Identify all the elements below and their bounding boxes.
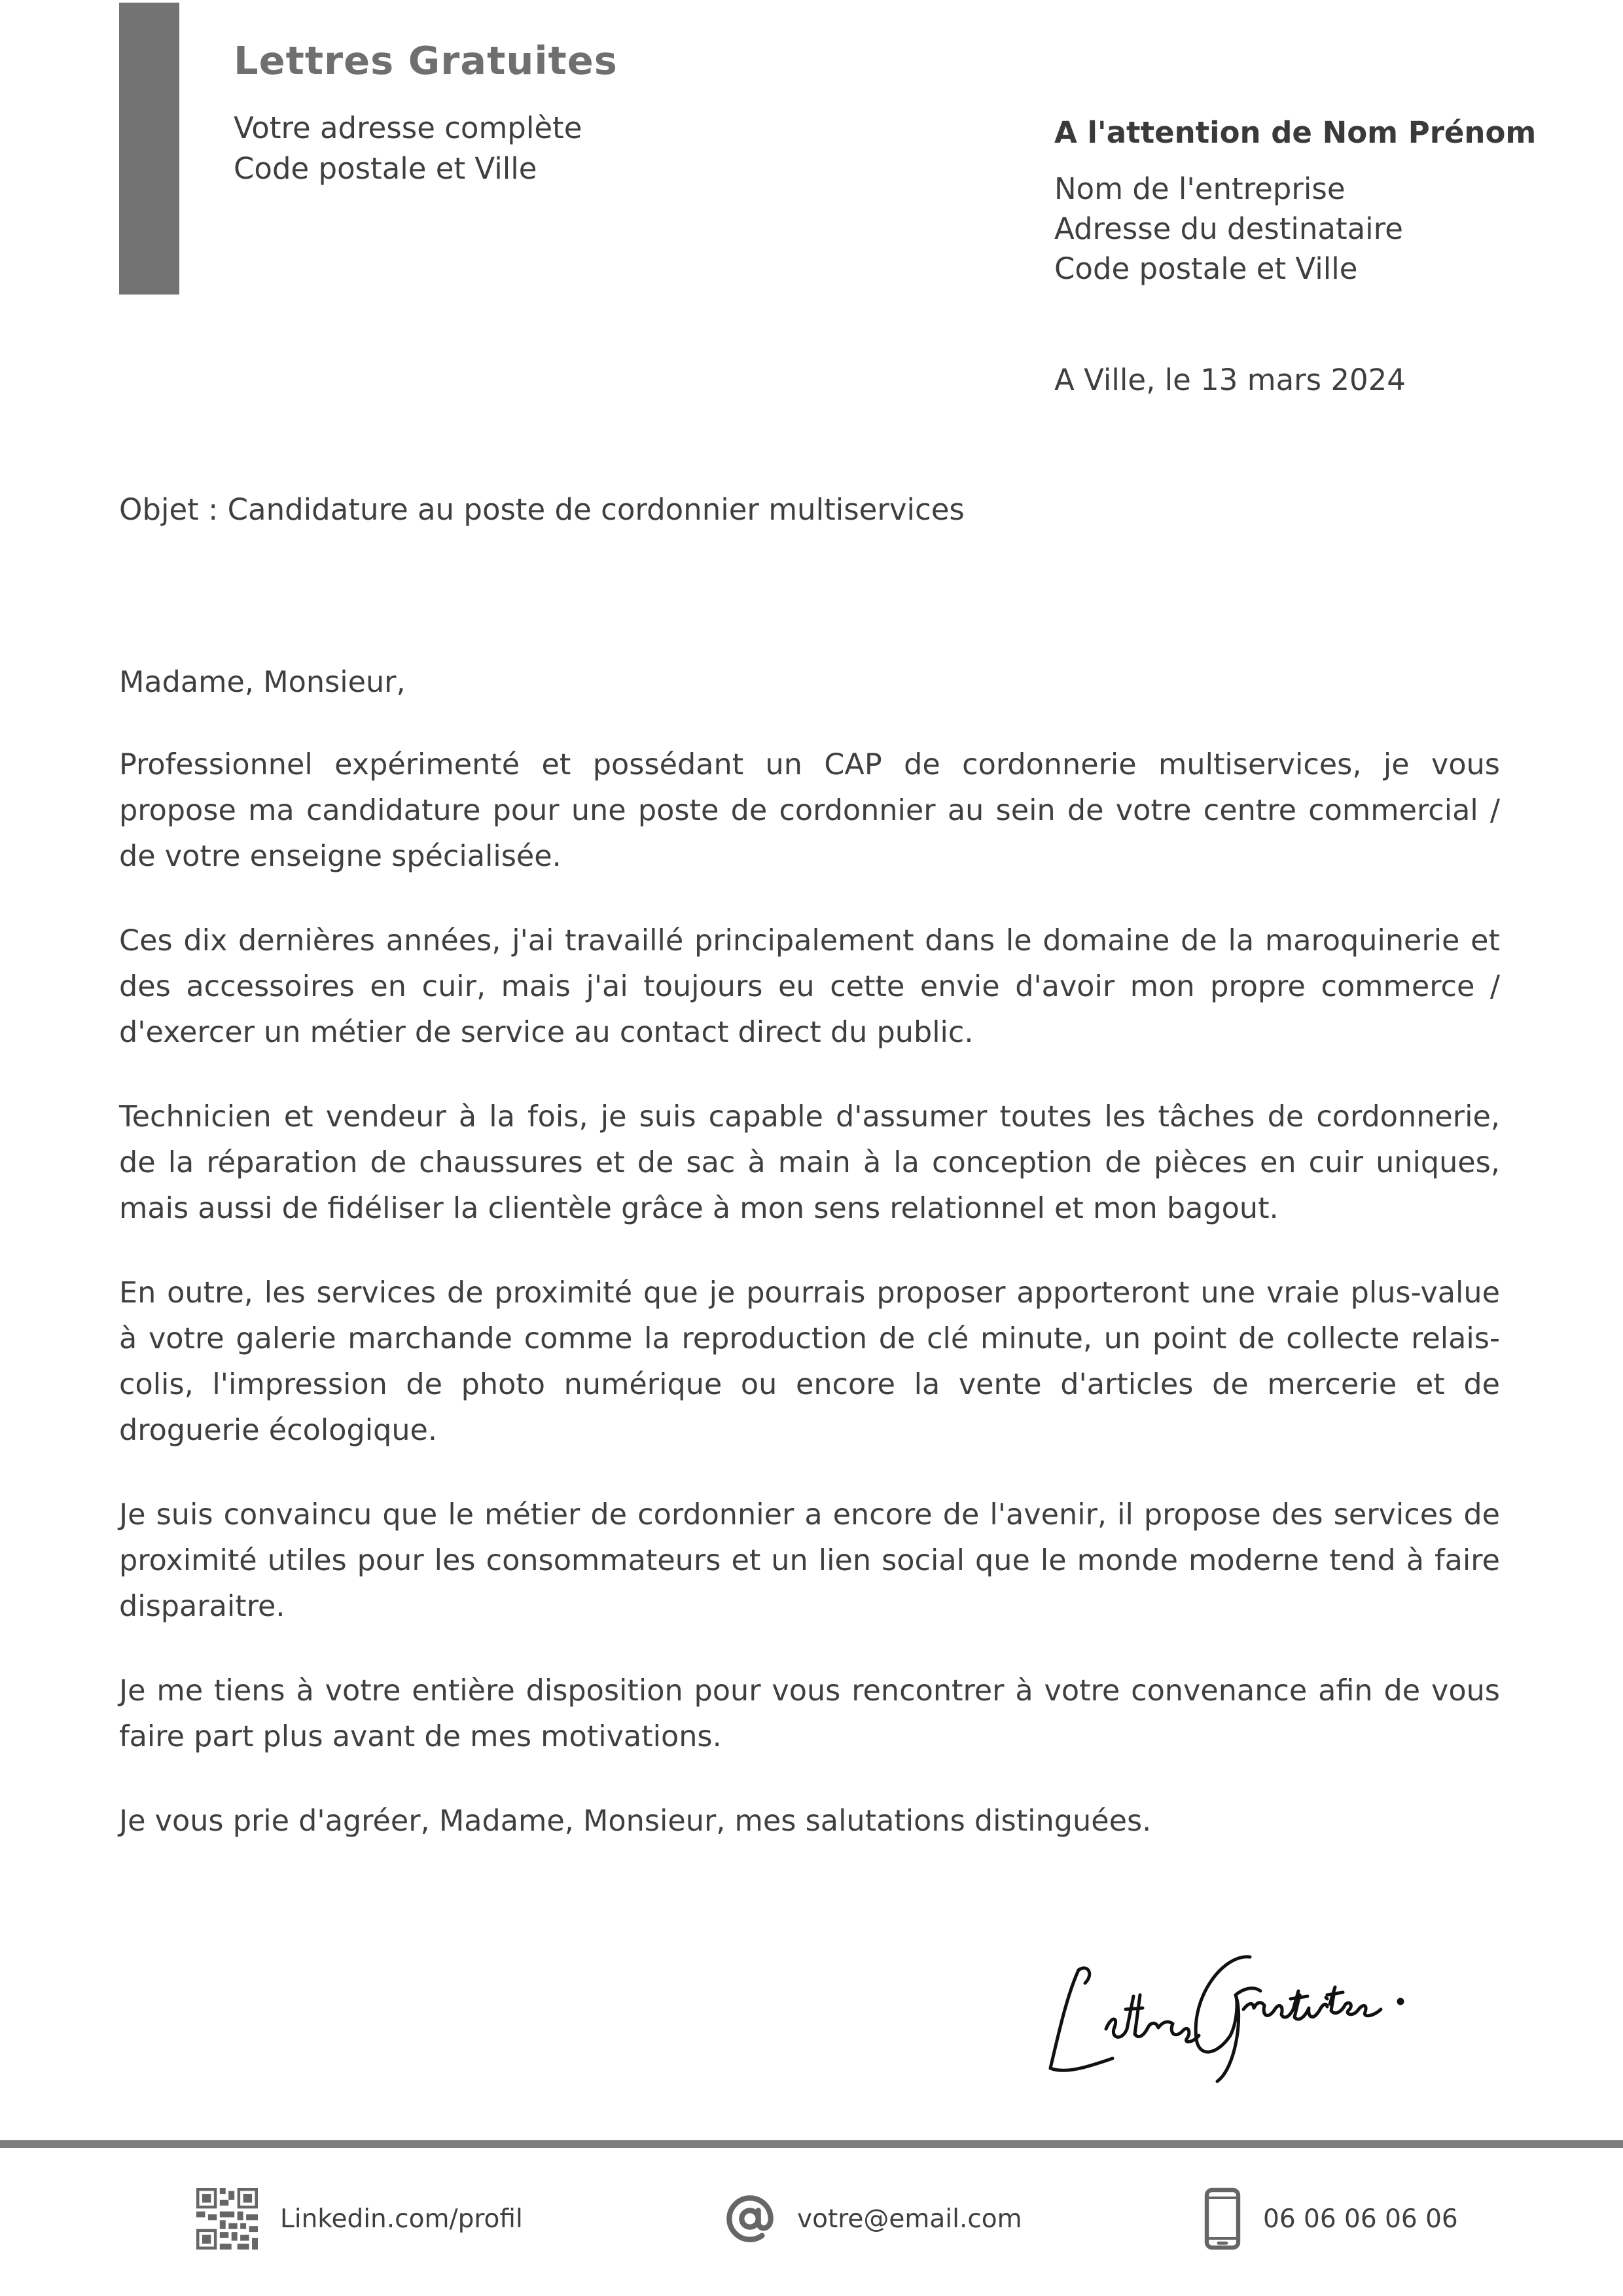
recipient-address: Adresse du destinataire bbox=[1054, 211, 1403, 246]
sender-address bbox=[234, 108, 582, 189]
letter-body bbox=[119, 660, 1500, 1883]
letter-paragraph: Professionnel expérimenté et possédant un CAP de cordonnerie multiservices, je vous propose ma candidature pour une poste de cordonnier au sein de votre centre commercial / de votre enseigne spécialisée. bbox=[119, 748, 1500, 873]
letter-paragraph: Je suis convaincu que le métier de cordonnier a encore de l'avenir, il propose des services de proximité utiles pour les consommateurs et un lien social que le monde moderne tend à faire disparaitre. bbox=[119, 1498, 1500, 1623]
letter-closing: Je vous prie d'agréer, Madame, Monsieur, mes salutations distinguées. bbox=[119, 1804, 1152, 1838]
handwritten-signature bbox=[1027, 1918, 1420, 2088]
letter-greeting: Madame, Monsieur, bbox=[119, 666, 406, 699]
footer-linkedin[interactable] bbox=[196, 2186, 523, 2251]
sender-address-line2: Code postale et Ville bbox=[234, 151, 537, 186]
recipient-company: Nom de l'entreprise bbox=[1054, 171, 1346, 206]
footer-divider bbox=[0, 2140, 1623, 2148]
qr-code-icon bbox=[196, 2188, 258, 2250]
letter-subject: Objet : Candidature au poste de cordonnier multiservices bbox=[119, 492, 965, 527]
footer-phone-label[interactable]: 06 06 06 06 06 bbox=[1263, 2204, 1458, 2234]
sender-name: Lettres Gratuites bbox=[234, 38, 618, 83]
footer-linkedin-label[interactable]: Linkedin.com/profil bbox=[280, 2204, 523, 2234]
at-sign-icon bbox=[725, 2194, 775, 2244]
footer-email[interactable] bbox=[725, 2186, 1022, 2251]
sender-address-line1: Votre adresse complète bbox=[234, 111, 582, 145]
recipient-city: Code postale et Ville bbox=[1054, 251, 1358, 286]
recipient-block bbox=[1054, 113, 1536, 289]
smartphone-icon bbox=[1204, 2187, 1241, 2250]
letter-paragraph: Je me tiens à votre entière disposition pour vous rencontrer à votre convenance afin de vous faire part plus avant de mes motivations. bbox=[119, 1674, 1500, 1753]
letter-paragraph: Technicien et vendeur à la fois, je suis capable d'assumer toutes les tâches de cordonnerie, de la réparation de chaussures et de sac à main à la conception de pièces en cuir uniques, mais aussi de fidéliser la clientèle grâce à mon sens relationnel et mon bagout. bbox=[119, 1100, 1500, 1225]
footer-phone[interactable] bbox=[1204, 2186, 1458, 2251]
letter-paragraph: En outre, les services de proximité que je pourrais proposer apporteront une vraie plus-value à votre galerie marchande comme la reproduction de clé minute, un point de collecte relais-colis, l'impression de photo numérique ou encore la vente d'articles de mercerie et de droguerie écologique. bbox=[119, 1276, 1500, 1447]
footer-email-label[interactable]: votre@email.com bbox=[797, 2204, 1022, 2234]
letter-date: A Ville, le 13 mars 2024 bbox=[1054, 363, 1406, 397]
letter-paragraph: Ces dix dernières années, j'ai travaillé principalement dans le domaine de la maroquinerie et des accessoires en cuir, mais j'ai toujours eu cette envie d'avoir mon propre commerce / d'exercer un métier de service au contact direct du public. bbox=[119, 924, 1500, 1049]
recipient-attention: A l'attention de Nom Prénom bbox=[1054, 115, 1537, 150]
header-accent-bar bbox=[119, 3, 179, 295]
